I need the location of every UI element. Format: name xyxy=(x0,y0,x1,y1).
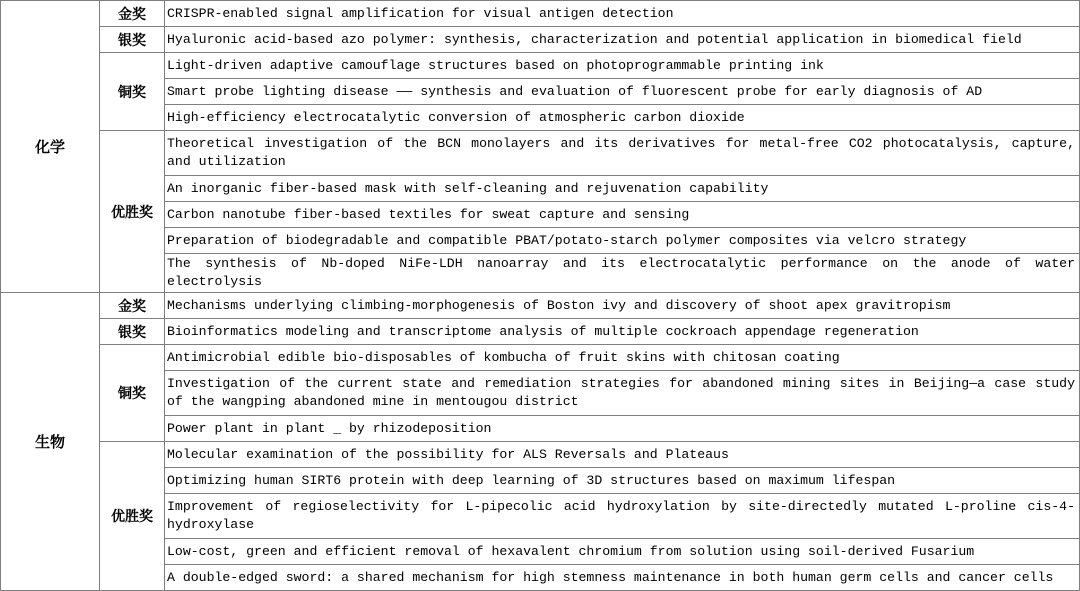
project-title: CRISPR-enabled signal amplification for visual antigen detection xyxy=(165,1,1080,27)
project-title: Molecular examination of the possibility for ALS Reversals and Plateaus xyxy=(165,442,1080,468)
project-title: Mechanisms underlying climbing-morphogenesis of Boston ivy and discovery of shoot apex gravitropism xyxy=(165,293,1080,319)
table-row xyxy=(1,442,1080,468)
table-row xyxy=(1,53,1080,79)
project-title: Optimizing human SIRT6 protein with deep learning of 3D structures based on maximum lifespan xyxy=(165,468,1080,494)
project-title: Power plant in plant _ by rhizodeposition xyxy=(165,416,1080,442)
award-cell: 银奖 xyxy=(100,27,165,53)
project-title: Investigation of the current state and remediation strategies for abandoned mining sites in Beijing—a case study of the wangping abandoned mine in mentougou district xyxy=(165,371,1080,416)
project-title: Bioinformatics modeling and transcriptome analysis of multiple cockroach appendage regeneration xyxy=(165,319,1080,345)
project-title: Light-driven adaptive camouflage structures based on photoprogrammable printing ink xyxy=(165,53,1080,79)
project-title: Antimicrobial edible bio-disposables of kombucha of fruit skins with chitosan coating xyxy=(165,345,1080,371)
table-row xyxy=(1,27,1080,53)
award-cell: 金奖 xyxy=(100,1,165,27)
project-title: Preparation of biodegradable and compatible PBAT/potato-starch polymer composites via velcro strategy xyxy=(165,228,1080,254)
project-title: Carbon nanotube fiber-based textiles for sweat capture and sensing xyxy=(165,202,1080,228)
table-row xyxy=(1,1,1080,27)
project-title: Theoretical investigation of the BCN monolayers and its derivatives for metal-free CO2 photocatalysis, capture, and utilization xyxy=(165,131,1080,176)
project-title: The synthesis of Nb-doped NiFe-LDH nanoarray and its electrocatalytic performance on the anode of water electrolysis xyxy=(165,254,1080,293)
award-cell: 银奖 xyxy=(100,319,165,345)
subject-cell: 化学 xyxy=(1,1,100,293)
table-row xyxy=(1,345,1080,371)
table-row xyxy=(1,319,1080,345)
award-cell: 铜奖 xyxy=(100,345,165,442)
subject-cell: 生物 xyxy=(1,293,100,591)
project-title: Low-cost, green and efficient removal of hexavalent chromium from solution using soil-derived Fusarium xyxy=(165,539,1080,565)
project-title: Hyaluronic acid-based azo polymer: synthesis, characterization and potential application in biomedical field xyxy=(165,27,1080,53)
award-cell: 优胜奖 xyxy=(100,442,165,591)
award-cell: 优胜奖 xyxy=(100,131,165,293)
project-title: High-efficiency electrocatalytic conversion of atmospheric carbon dioxide xyxy=(165,105,1080,131)
table-row xyxy=(1,131,1080,176)
project-title: An inorganic fiber-based mask with self-cleaning and rejuvenation capability xyxy=(165,176,1080,202)
project-title: Smart probe lighting disease —— synthesis and evaluation of fluorescent probe for early diagnosis of AD xyxy=(165,79,1080,105)
project-title: A double-edged sword: a shared mechanism for high stemness maintenance in both human germ cells and cancer cells xyxy=(165,565,1080,591)
award-cell: 金奖 xyxy=(100,293,165,319)
table-row xyxy=(1,293,1080,319)
project-title: Improvement of regioselectivity for L-pipecolic acid hydroxylation by site-directedly mutated L-proline cis-4-hydroxylase xyxy=(165,494,1080,539)
award-cell: 铜奖 xyxy=(100,53,165,131)
